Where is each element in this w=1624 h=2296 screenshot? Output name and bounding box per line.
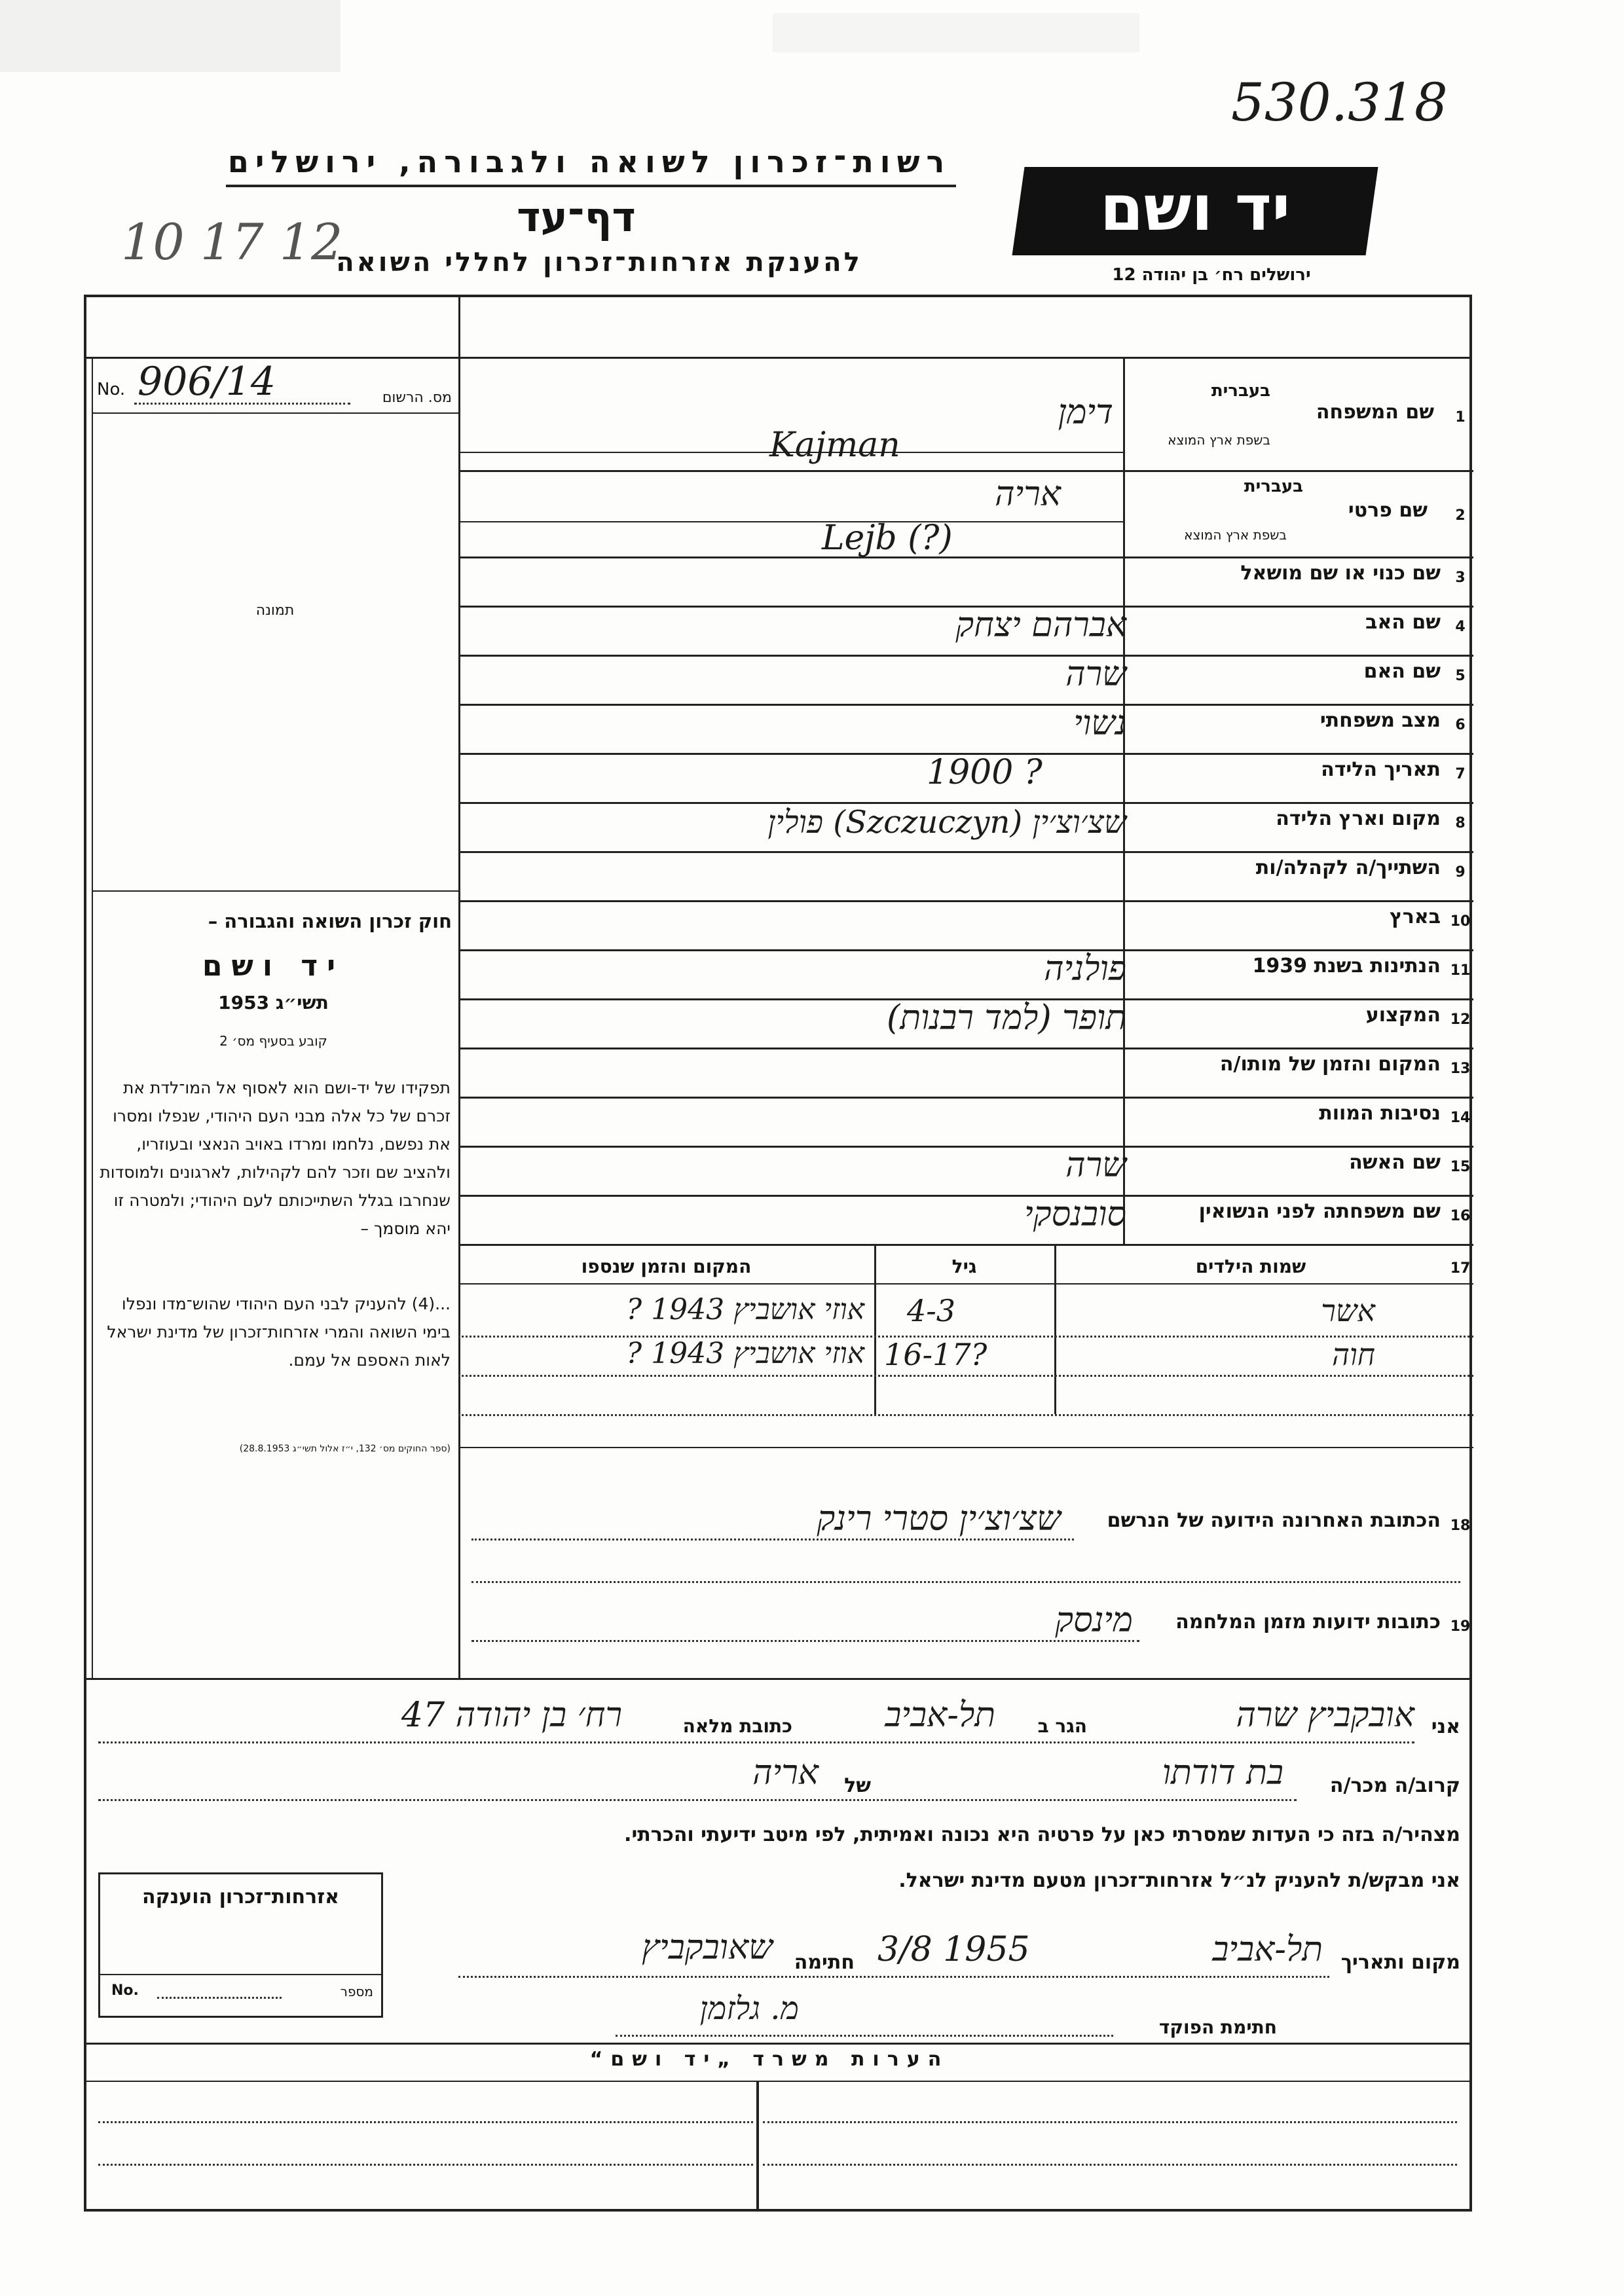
death-circumstances-label: נסיבות המוות (1319, 1102, 1441, 1125)
row-line (458, 470, 1473, 472)
children-column-divider (1054, 1244, 1056, 1414)
registration-no-prefix: No. (97, 380, 126, 399)
field-number: 12 (1450, 1011, 1471, 1028)
row-line (458, 556, 1473, 558)
resident-city: תל-אביב (885, 1696, 995, 1735)
children-age-header: גיל (951, 1256, 977, 1277)
registration-line (134, 403, 350, 405)
marital-status-label: מצב משפחתי (1320, 709, 1441, 732)
children-row-line (458, 1414, 1473, 1416)
children-header-line (458, 1283, 1473, 1285)
official-signature-line (616, 2035, 1113, 2037)
field-number: 16 (1450, 1208, 1471, 1224)
relation-value: בת דודתו (1162, 1753, 1283, 1793)
mother-name-value: שרה (1065, 655, 1126, 694)
scan-noise (0, 0, 341, 72)
origin-language-label: בשפת ארץ המוצא (1184, 527, 1287, 543)
law-heading: חוק זכרון השואה והגבורה – (208, 910, 452, 932)
field-number: 6 (1455, 717, 1466, 733)
law-paragraph-2: ...(4) להעניק לבני העם היהודי שהוש־מדו ונפלו בימי השואה והמרי אזרחות־זכרון של מדינת ישראל לאות האספם אל עמם. (107, 1294, 451, 1370)
declaration-line-2: אני מבקש/ת להעניק לנ״ל אזרחות־זכרון מטעם מדינת ישראל. (898, 1869, 1460, 1892)
in-hebrew-label: בעברית (1244, 477, 1303, 496)
in-hebrew-label: בעברית (1211, 381, 1270, 401)
field-number: 5 (1455, 668, 1466, 684)
of-value: אריה (752, 1753, 819, 1793)
remarks-line (98, 2164, 753, 2166)
field-number: 10 (1450, 913, 1471, 930)
community-label: השתייך/ה לקהלה/ות (1255, 856, 1441, 879)
citizenship-label: הנתינות בשנת 1939 (1252, 955, 1441, 977)
wife-maiden-name-value: סובנסקי (1024, 1195, 1126, 1234)
birth-place-value: שצ׳וצ׳ין (Szczuczyn) פולין (767, 804, 1126, 841)
place-value: תל-אביב (1212, 1930, 1323, 1969)
left-column-inner-border (92, 357, 93, 1678)
birth-place-label: מקום וארץ הלידה (1276, 807, 1441, 830)
family-name-hebrew: דימן (1058, 393, 1113, 432)
father-name-value: אברהם יצחק (955, 606, 1126, 645)
last-address-label: הכתובת האחרונה הידועה של הנרשם (1107, 1509, 1441, 1532)
first-name-label: שם פרטי (1348, 499, 1428, 522)
of-label: של (844, 1774, 871, 1797)
wife-name-label: שם האשה (1349, 1151, 1441, 1174)
row-line (458, 1097, 1473, 1099)
i-label: אני (1431, 1715, 1460, 1738)
remarks-line (98, 2121, 753, 2123)
wartime-addresses-value: מינסק (1055, 1601, 1133, 1640)
awarded-number-line (157, 1997, 282, 1999)
children-place-header: המקום והזמן שנספו (581, 1256, 752, 1277)
authority-underline (226, 185, 956, 187)
field-number: 15 (1450, 1159, 1471, 1175)
field-number: 8 (1455, 815, 1466, 831)
family-name-latin: Kajman (769, 426, 900, 465)
last-address-value: שצ׳וצ׳ין סטרי רינק (817, 1499, 1061, 1539)
wartime-line (471, 1640, 1139, 1642)
awarded-box-line (98, 1974, 383, 1975)
law-name: יד ושם (202, 949, 345, 983)
relation-line (98, 1799, 1297, 1801)
row-line (458, 900, 1473, 902)
death-place-time-label: המקום והזמן של מותו/ה (1219, 1053, 1441, 1076)
place-date-label: מקום ותאריך (1340, 1951, 1460, 1974)
official-signature-value: מ. גלזמן (699, 1990, 799, 2027)
child-place-time: אוזי אושביץ 1943 ? (626, 1337, 864, 1370)
first-name-latin: Lejb (?) (822, 519, 953, 558)
date-value: 3/8 1955 (877, 1930, 1030, 1969)
child-place-time: אוזי אושביץ 1943 ? (626, 1293, 864, 1326)
address-label: כתובת מלאה (682, 1715, 792, 1737)
birth-date-value: 1900 ? (927, 753, 1043, 792)
top-band-line (84, 357, 1472, 359)
place-date-line (458, 1976, 1329, 1978)
declarant-address: רח׳ בן יהודה 47 (401, 1696, 622, 1735)
signature-value: שאובקביץ (641, 1928, 773, 1967)
remarks-line (763, 2121, 1457, 2123)
signature-label: חתימה (794, 1951, 855, 1974)
top-band-divider (458, 295, 460, 357)
form-subtitle: להענקת אזרחות־זכרון לחללי השואה (336, 247, 862, 278)
law-footnote: (ספר החוקים מס׳ 132, י״ז אלול תשי״ג 28.8.1953) (239, 1444, 451, 1454)
child-name: חוה (1332, 1337, 1375, 1372)
registration-number: 906/14 (138, 359, 276, 405)
wife-maiden-name-label: שם משפחתה לפני הנשואין (1198, 1200, 1441, 1223)
photo-label: תמונה (255, 602, 295, 619)
remarks-header-line (84, 2081, 1472, 2082)
law-clause: קובע בסעיף מס׳ 2 (219, 1033, 327, 1049)
row-line (458, 1048, 1473, 1049)
profession-value: תופר (למד רבנות) (887, 998, 1126, 1038)
form-title: דף־עד (517, 193, 636, 241)
row-line (458, 1244, 1473, 1246)
declaration-line-1: מצהיר/ה בזה כי העדות שמסרתי כאן על פרטיה היא נכונה ואמיתית, לפי מיטב ידיעתי והכרתי. (624, 1823, 1460, 1846)
relation-label: קרוב/ה מכר/ה (1329, 1774, 1460, 1797)
children-column-divider (874, 1244, 876, 1414)
mother-name-label: שם האם (1363, 660, 1441, 683)
child-age: 16-17? (884, 1337, 987, 1372)
field-number: 19 (1450, 1618, 1471, 1635)
archive-number: 530.318 (1231, 72, 1448, 133)
scan-noise (773, 13, 1139, 52)
child-age: 4-3 (907, 1293, 956, 1328)
declarant-name: אובקביץ שרה (1236, 1696, 1414, 1735)
wartime-addresses-label: כתובות ידועות מזמן המלחמה (1175, 1611, 1441, 1633)
authority-name: רשות־זכרון לשואה ולגבורה, ירושלים (227, 144, 951, 179)
father-name-label: שם האב (1365, 611, 1441, 634)
field-number: 13 (1450, 1061, 1471, 1077)
profession-label: המקצוע (1365, 1004, 1441, 1027)
declarant-line (98, 1741, 1414, 1743)
wife-name-value: שרה (1065, 1146, 1126, 1185)
remarks-label: הערות משרד „יד ושם“ (589, 2048, 950, 2071)
country-label: בארץ (1389, 905, 1441, 928)
law-box-divider (92, 890, 458, 892)
nickname-label: שם כנוי או שם מושאל (1240, 562, 1441, 585)
registration-divider (92, 412, 458, 414)
law-year: תשי״ג 1953 (218, 992, 329, 1013)
field2-midline (458, 521, 1123, 522)
last-address-line-2 (471, 1581, 1460, 1583)
registration-label: מס. הרשום (382, 390, 452, 406)
logo-address: ירושלים רח׳ בן יהודה 12 (1112, 265, 1311, 285)
awarded-number-label: מספר (340, 1984, 373, 1999)
field-number: 9 (1455, 864, 1466, 881)
field-number: 17 (1450, 1260, 1471, 1277)
resident-label: הגר ב (1037, 1715, 1087, 1737)
official-signature-label: חתימת הפוקד (1158, 2016, 1277, 2038)
field-number: 4 (1455, 619, 1466, 635)
awarded-no-label: No. (111, 1982, 139, 1999)
family-name-label: שם המשפחה (1316, 401, 1434, 424)
marital-status-value: נשוי (1073, 704, 1126, 743)
declaration-top-line (84, 1678, 1472, 1680)
field-number: 14 (1450, 1110, 1471, 1126)
left-column-border (458, 357, 460, 1678)
remarks-line (763, 2164, 1457, 2166)
remarks-divider (756, 2081, 759, 2212)
row-line (458, 1447, 1473, 1448)
law-paragraph-1: תפקידו של יד-ושם הוא לאסוף אל המו־לדת את זכרם של כל אלה מבני העם היהודי, שנפלו ומסרו את נפשם, נלחמו ומרדו באויב הנאצי ובעוזריו, ולהציב שם וזכר להם לקהילות, לארגונים ולמוסדות שנחרבו בגלל השתייכותם לעם היהודי; ולמטרה זו יהא מוסמך – (100, 1078, 451, 1238)
children-names-header: שמות הילדים (1195, 1256, 1306, 1277)
field-number: 18 (1450, 1518, 1471, 1534)
field-number: 2 (1455, 507, 1466, 524)
field-number: 1 (1455, 409, 1466, 426)
origin-language-label: בשפת ארץ המוצא (1168, 432, 1270, 448)
remarks-top-line (84, 2043, 1472, 2045)
birth-date-label: תאריך הלידה (1321, 758, 1441, 781)
citizenship-value: פולניה (1044, 949, 1126, 989)
last-address-line (471, 1539, 1074, 1540)
first-name-hebrew: אריה (995, 475, 1061, 514)
logo-text: יד ושם (1099, 172, 1291, 245)
label-column-border (1123, 357, 1125, 1244)
field-number: 7 (1455, 766, 1466, 782)
stamp-number: 10 17 12 (121, 213, 343, 271)
child-name: אשר (1321, 1293, 1375, 1328)
field-number: 3 (1455, 570, 1466, 586)
awarded-title: אזרחות־זכרון הוענקה (141, 1886, 340, 1908)
field-number: 11 (1450, 962, 1471, 979)
children-row-line (458, 1375, 1473, 1377)
row-line (458, 851, 1473, 853)
